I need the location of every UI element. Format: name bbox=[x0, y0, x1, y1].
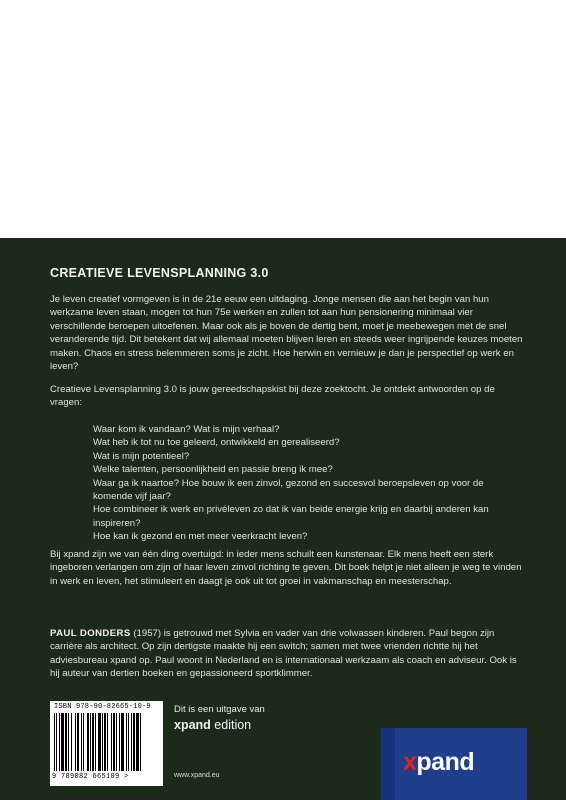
author-paragraph bbox=[50, 627, 526, 681]
logo-rest: pand bbox=[416, 748, 475, 776]
questions-list bbox=[93, 423, 523, 544]
barcode-digits: 9 789082 665109 > bbox=[52, 773, 129, 781]
question-item: Wat is mijn potentieel? bbox=[93, 450, 190, 462]
barcode-bar bbox=[140, 713, 141, 771]
publisher-name-rest: edition bbox=[210, 718, 252, 732]
question-item: Hoe kan ik gezond en met meer veerkracht leven? bbox=[93, 531, 308, 543]
book-title: CREATIEVE LEVENSPLANNING 3.0 bbox=[50, 266, 269, 280]
logo-wordmark bbox=[403, 748, 474, 777]
author-bio: (1957) is getrouwd met Sylvia en vader van drie volwassen kinderen. Paul begon zijn carrière als architect. Op zijn dertigste maakte hij een switch; samen met twee vrienden richtte hij het adviesbureau xpand op. Paul woont in Nederland en is internationaal werkzaam als coach en adviseur. Ook is hij auteur van dertien boeken en gepassioneerd sportklimmer. bbox=[50, 628, 517, 680]
isbn-barcode bbox=[50, 701, 163, 786]
isbn-number: ISBN 978-90-82665-10-9 bbox=[54, 703, 151, 711]
xpand-paragraph: Bij xpand zijn we van één ding overtuigd: in ieder mens schuilt een kunstenaar. Elk mens heeft een sterk ingeboren verlangen om zijn of haar leven zinvol richting te geven. Dit boek helpt je niet alleen je weg te vinden in werk en leven, het stimuleert en daagt je ook uit tot groei in vakmanschap en meesterschap. bbox=[50, 549, 522, 587]
question-item: Welke talenten, persoonlijkheid en passie breng ik mee? bbox=[93, 464, 333, 476]
logo-side-bar bbox=[381, 728, 395, 800]
xpand-logo bbox=[381, 728, 527, 800]
logo-x: x bbox=[403, 748, 417, 776]
back-cover bbox=[0, 238, 566, 800]
author-name: PAUL DONDERS bbox=[50, 628, 131, 639]
website-url: www.xpand.eu bbox=[174, 772, 220, 779]
blank-top-area bbox=[0, 0, 566, 238]
publisher-line: Dit is een uitgave van bbox=[174, 704, 265, 715]
question-item: Waar ga ik naartoe? Hoe bouw ik een zinvol, gezond en succesvol beroepsleven op voor de komende vijf jaar? bbox=[93, 477, 484, 503]
barcode-bars bbox=[54, 713, 159, 771]
question-item: Waar kom ik vandaan? Wat is mijn verhaal? bbox=[93, 424, 280, 435]
intro-paragraph: Je leven creatief vormgeven is in de 21e eeuw een uitdaging. Jonge mensen die aan het begin van hun werkzame leven staan, mogen tot hun 75e werken en zullen tot aan hun pensionering minimaal vier verschillende beroepen uitoefenen. Maar ook als je boven de dertig bent, moet je meebewegen met de snel veranderende tijd. Dit betekent dat wij allemaal moeten blijven leren en steeds weer ingrijpende keuzes moeten maken. Chaos en stress belemmeren soms je zicht. Hoe herwin en vernieuw je dan je perspectief op werk en leven? bbox=[50, 294, 523, 373]
publisher-name-bold: xpand bbox=[174, 718, 211, 732]
publisher-name bbox=[174, 718, 251, 732]
toolkit-paragraph: Creatieve Levensplanning 3.0 is jouw gereedschapskist bij deze zoektocht. Je ontdekt antwoorden op de vragen: bbox=[50, 384, 495, 409]
question-item: Wat heb ik tot nu toe geleerd, ontwikkeld en gerealiseerd? bbox=[93, 437, 340, 449]
question-item: Hoe combineer ik werk en privéleven zo dat ik van beide energie krijg en daarbij anderen kan inspireren? bbox=[93, 504, 489, 529]
